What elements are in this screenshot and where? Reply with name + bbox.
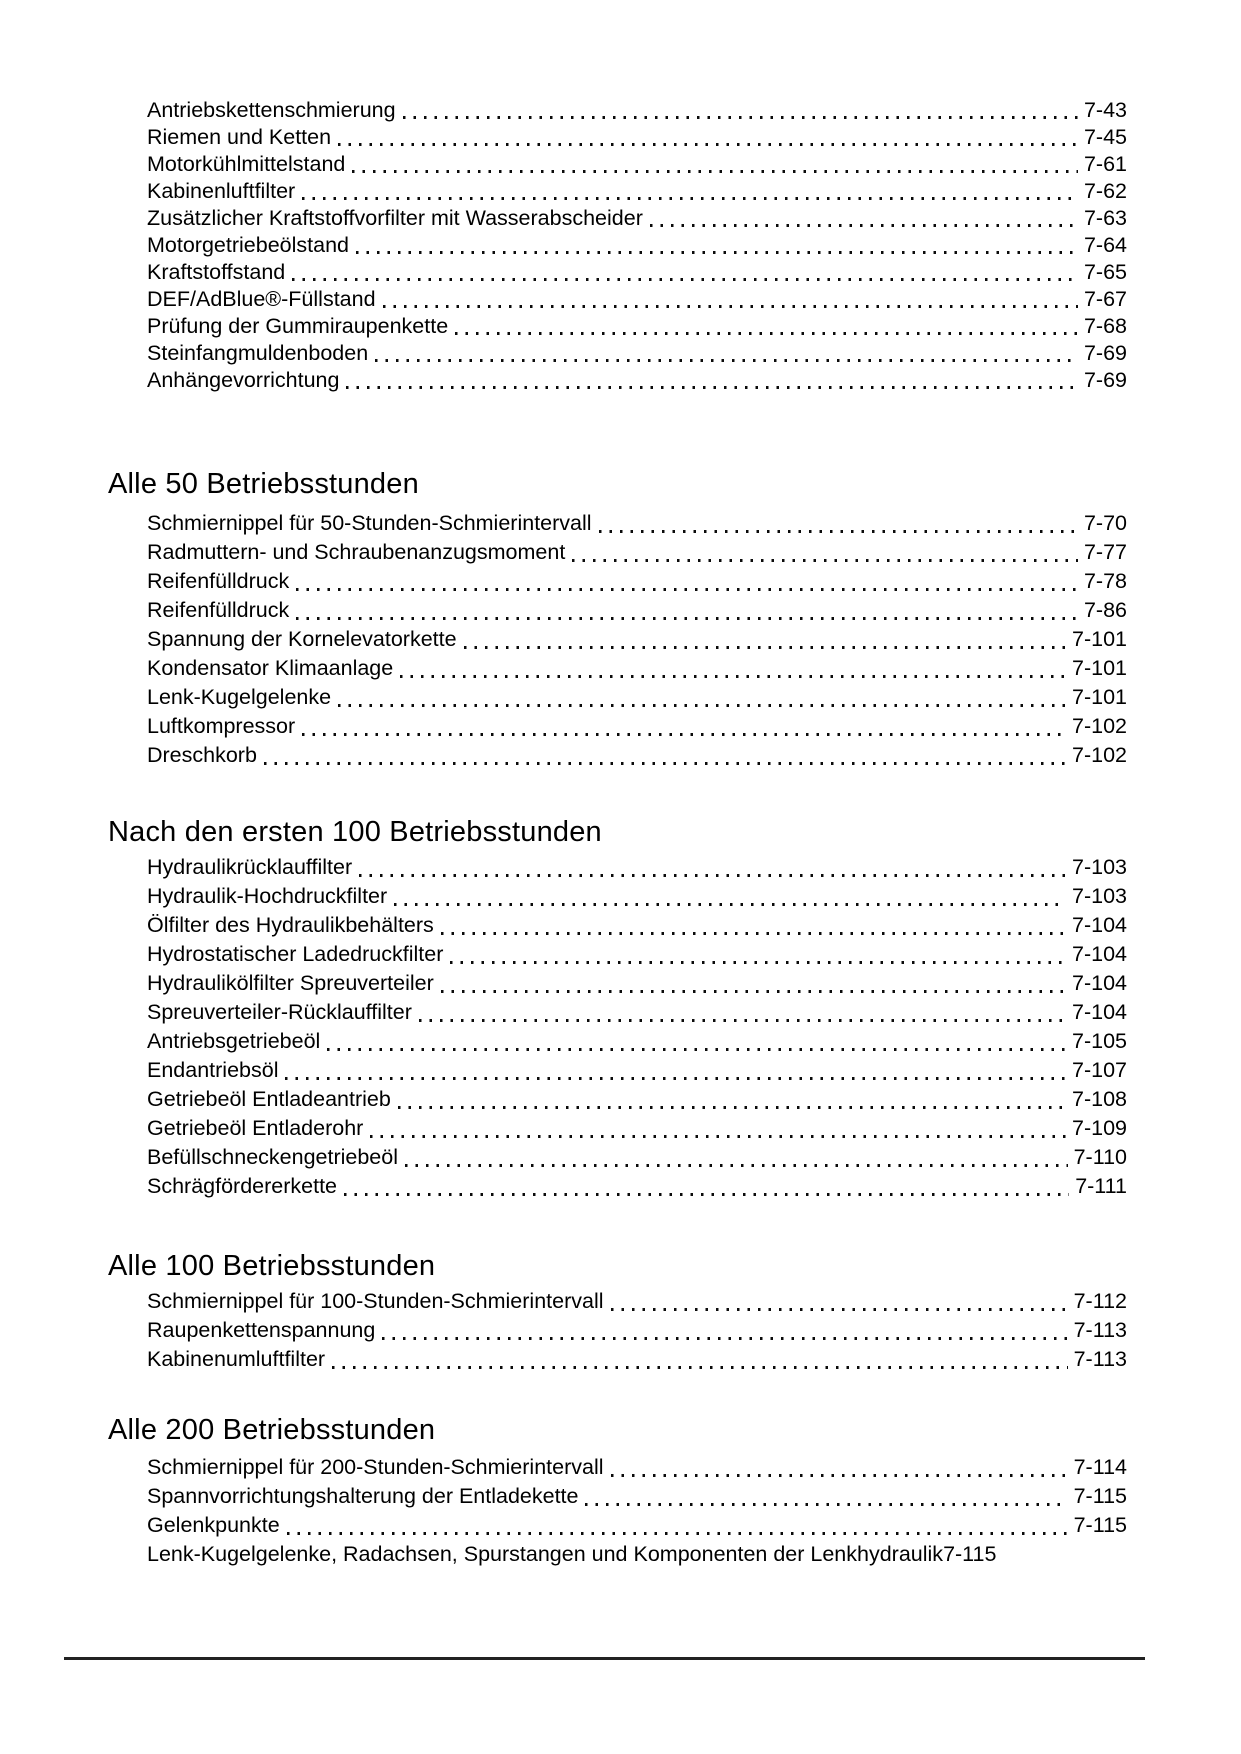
toc-entry [147,259,1127,286]
entry-page-number: 7-62 [1083,179,1127,203]
toc-entry [147,178,1127,205]
entry-page-number: 7-108 [1072,1087,1127,1111]
entry-page-number: 7-67 [1083,287,1127,311]
toc-entry [147,1345,1127,1374]
dot-leader [441,990,1066,993]
entry-page-number: 7-105 [1072,1029,1127,1053]
entry-page-number: 7-103 [1072,884,1127,908]
dot-leader [398,1106,1066,1109]
entry-label: Radmuttern- und Schraubenanzugsmoment [147,540,566,564]
entry-page-number: 7-69 [1083,341,1127,365]
entry-page-number: 7-114 [1073,1455,1127,1479]
entry-page-number: 7-68 [1083,314,1127,338]
section-heading: Alle 50 Betriebsstunden [108,468,419,500]
entry-label: Endantriebsöl [147,1058,279,1082]
section-heading: Alle 200 Betriebsstunden [108,1414,436,1446]
dot-leader [344,1193,1069,1196]
toc-entry [147,1316,1127,1345]
toc-section [108,814,1127,1201]
entry-page-number: 7-115 [1073,1513,1127,1537]
toc-entry [147,1453,1127,1482]
entry-label: Lenk-Kugelgelenke [147,685,332,709]
section-heading: Alle 100 Betriebsstunden [108,1250,436,1282]
dot-leader [296,588,1078,591]
dot-leader [585,1503,1067,1506]
toc-entry [147,567,1127,596]
toc-entry [147,1027,1127,1056]
toc-rows [108,509,1127,770]
entry-page-number: 7-113 [1073,1318,1127,1342]
toc-entry [147,313,1127,340]
entry-label: Spannung der Kornelevatorkette [147,627,457,651]
dot-leader [394,903,1066,906]
entry-page-number: 7-102 [1072,743,1127,767]
toc-section [108,1412,1127,1569]
entry-label: Prüfung der Gummiraupenkette [147,314,449,338]
dot-leader [332,1366,1068,1369]
toc-entry [147,1056,1127,1085]
dot-leader [292,278,1078,281]
dot-leader [338,143,1078,146]
entry-label: Lenk-Kugelgelenke, Radachsen, Spurstangen und Komponenten der Lenkhydraulik [147,1542,944,1566]
dot-leader [370,1135,1066,1138]
toc-entry [147,232,1127,259]
toc-entry [147,853,1127,882]
toc-entry [147,969,1127,998]
toc-entry [147,1143,1127,1172]
entry-label: DEF/AdBlue®-Füllstand [147,287,376,311]
toc-entry [147,998,1127,1027]
toc-entry [147,1114,1127,1143]
dot-leader [611,1474,1068,1477]
entry-label: Kabinenumluftfilter [147,1347,326,1371]
entry-page-number: 7-104 [1072,942,1127,966]
toc-section [108,466,1127,770]
toc-entry [147,683,1127,712]
dot-leader [650,224,1078,227]
dot-leader [375,359,1078,362]
toc-entry [147,1085,1127,1114]
entry-label: Kondensator Klimaanlage [147,656,394,680]
toc-rows [108,1287,1127,1374]
toc-section [108,1248,1127,1374]
entry-label: Anhängevorrichtung [147,368,340,392]
dot-leader [403,116,1078,119]
toc-entry [147,1540,1127,1569]
entry-label: Schrägfördererkette [147,1174,338,1198]
entry-label: Befüllschneckengetriebeöl [147,1145,398,1169]
toc-entry [147,625,1127,654]
toc-rows [108,97,1127,394]
footer-rule [64,1657,1145,1660]
toc-entry [147,911,1127,940]
toc-entry [147,654,1127,683]
entry-label: Hydrostatischer Ladedruckfilter [147,942,444,966]
dot-leader [464,646,1066,649]
entry-label: Hydraulik-Hochdruckfilter [147,884,388,908]
entry-page-number: 7-112 [1073,1289,1127,1313]
entry-label: Schmiernippel für 200-Stunden-Schmierintervall [147,1455,604,1479]
entry-label: Kabinenluftfilter [147,179,296,203]
entry-page-number: 7-115 [943,1542,997,1566]
dot-leader [356,251,1078,254]
entry-page-number: 7-101 [1072,685,1127,709]
dot-leader [302,197,1078,200]
dot-leader [599,530,1078,533]
entry-page-number: 7-64 [1083,233,1127,257]
dot-leader [327,1048,1066,1051]
entry-page-number: 7-103 [1072,855,1127,879]
entry-label: Schmiernippel für 100-Stunden-Schmierintervall [147,1289,604,1313]
toc-entry [147,205,1127,232]
entry-label: Reifenfülldruck [147,598,290,622]
toc-entry [147,596,1127,625]
entry-page-number: 7-61 [1083,152,1127,176]
dot-leader [346,386,1078,389]
dot-leader [405,1164,1068,1167]
entry-label: Motorgetriebeölstand [147,233,349,257]
entry-label: Getriebeöl Entladeantrieb [147,1087,391,1111]
section-heading: Nach den ersten 100 Betriebsstunden [108,816,602,848]
entry-page-number: 7-63 [1083,206,1127,230]
entry-label: Reifenfülldruck [147,569,290,593]
entry-page-number: 7-111 [1075,1174,1127,1198]
toc-entry [147,124,1127,151]
entry-page-number: 7-110 [1073,1145,1127,1169]
dot-leader [611,1308,1068,1311]
toc-rows [108,1453,1127,1569]
entry-page-number: 7-113 [1073,1347,1127,1371]
entry-label: Hydraulikrücklauffilter [147,855,353,879]
dot-leader [383,305,1078,308]
dot-leader [450,961,1066,964]
dot-leader [419,1019,1066,1022]
entry-label: Hydraulikölfilter Spreuverteiler [147,971,434,995]
dot-leader [400,675,1066,678]
entry-label: Riemen und Ketten [147,125,332,149]
toc-entry [147,286,1127,313]
entry-page-number: 7-107 [1072,1058,1127,1082]
entry-page-number: 7-101 [1072,656,1127,680]
dot-leader [285,1077,1066,1080]
entry-page-number: 7-102 [1072,714,1127,738]
toc-entry [147,97,1127,124]
entry-label: Getriebeöl Entladerohr [147,1116,364,1140]
dot-leader [296,617,1078,620]
toc-entry [147,1511,1127,1540]
entry-page-number: 7-101 [1072,627,1127,651]
entry-label: Antriebskettenschmierung [147,98,396,122]
entry-page-number: 7-115 [1073,1484,1127,1508]
dot-leader [359,874,1066,877]
entry-page-number: 7-86 [1083,598,1127,622]
toc-entry [147,509,1127,538]
entry-page-number: 7-104 [1072,913,1127,937]
entry-page-number: 7-43 [1083,98,1127,122]
entry-label: Luftkompressor [147,714,296,738]
entry-page-number: 7-69 [1083,368,1127,392]
entry-label: Spannvorrichtungshalterung der Entladekette [147,1484,579,1508]
toc-entry [147,1287,1127,1316]
dot-leader [287,1532,1068,1535]
entry-label: Zusätzlicher Kraftstoffvorfilter mit Wasserabscheider [147,206,643,230]
entry-page-number: 7-45 [1083,125,1127,149]
toc-entry [147,538,1127,567]
entry-page-number: 7-70 [1083,511,1127,535]
entry-label: Dreschkorb [147,743,257,767]
entry-label: Raupenkettenspannung [147,1318,376,1342]
dot-leader [572,559,1078,562]
entry-label: Motorkühlmittelstand [147,152,346,176]
entry-label: Gelenkpunkte [147,1513,280,1537]
entry-page-number: 7-104 [1072,1000,1127,1024]
toc-entry [147,741,1127,770]
entry-page-number: 7-104 [1072,971,1127,995]
dot-leader [302,733,1066,736]
entry-page-number: 7-78 [1083,569,1127,593]
entry-page-number: 7-77 [1083,540,1127,564]
toc-entry [147,712,1127,741]
dot-leader [338,704,1066,707]
toc-section [108,97,1127,394]
entry-label: Kraftstoffstand [147,260,286,284]
toc-entry [147,1172,1127,1201]
toc-rows [108,853,1127,1201]
dot-leader [264,762,1066,765]
toc-entry [147,940,1127,969]
entry-label: Steinfangmuldenboden [147,341,369,365]
toc-entry [147,340,1127,367]
toc-entry [147,151,1127,178]
entry-page-number: 7-65 [1083,260,1127,284]
entry-label: Spreuverteiler-Rücklauffilter [147,1000,412,1024]
dot-leader [455,332,1078,335]
entry-label: Ölfilter des Hydraulikbehälters [147,913,434,937]
dot-leader [352,170,1078,173]
toc-entry [147,367,1127,394]
dot-leader [441,932,1066,935]
toc-entry [147,1482,1127,1511]
dot-leader [382,1337,1067,1340]
entry-label: Antriebsgetriebeöl [147,1029,321,1053]
toc-entry [147,882,1127,911]
entry-page-number: 7-109 [1072,1116,1127,1140]
entry-label: Schmiernippel für 50-Stunden-Schmierintervall [147,511,592,535]
